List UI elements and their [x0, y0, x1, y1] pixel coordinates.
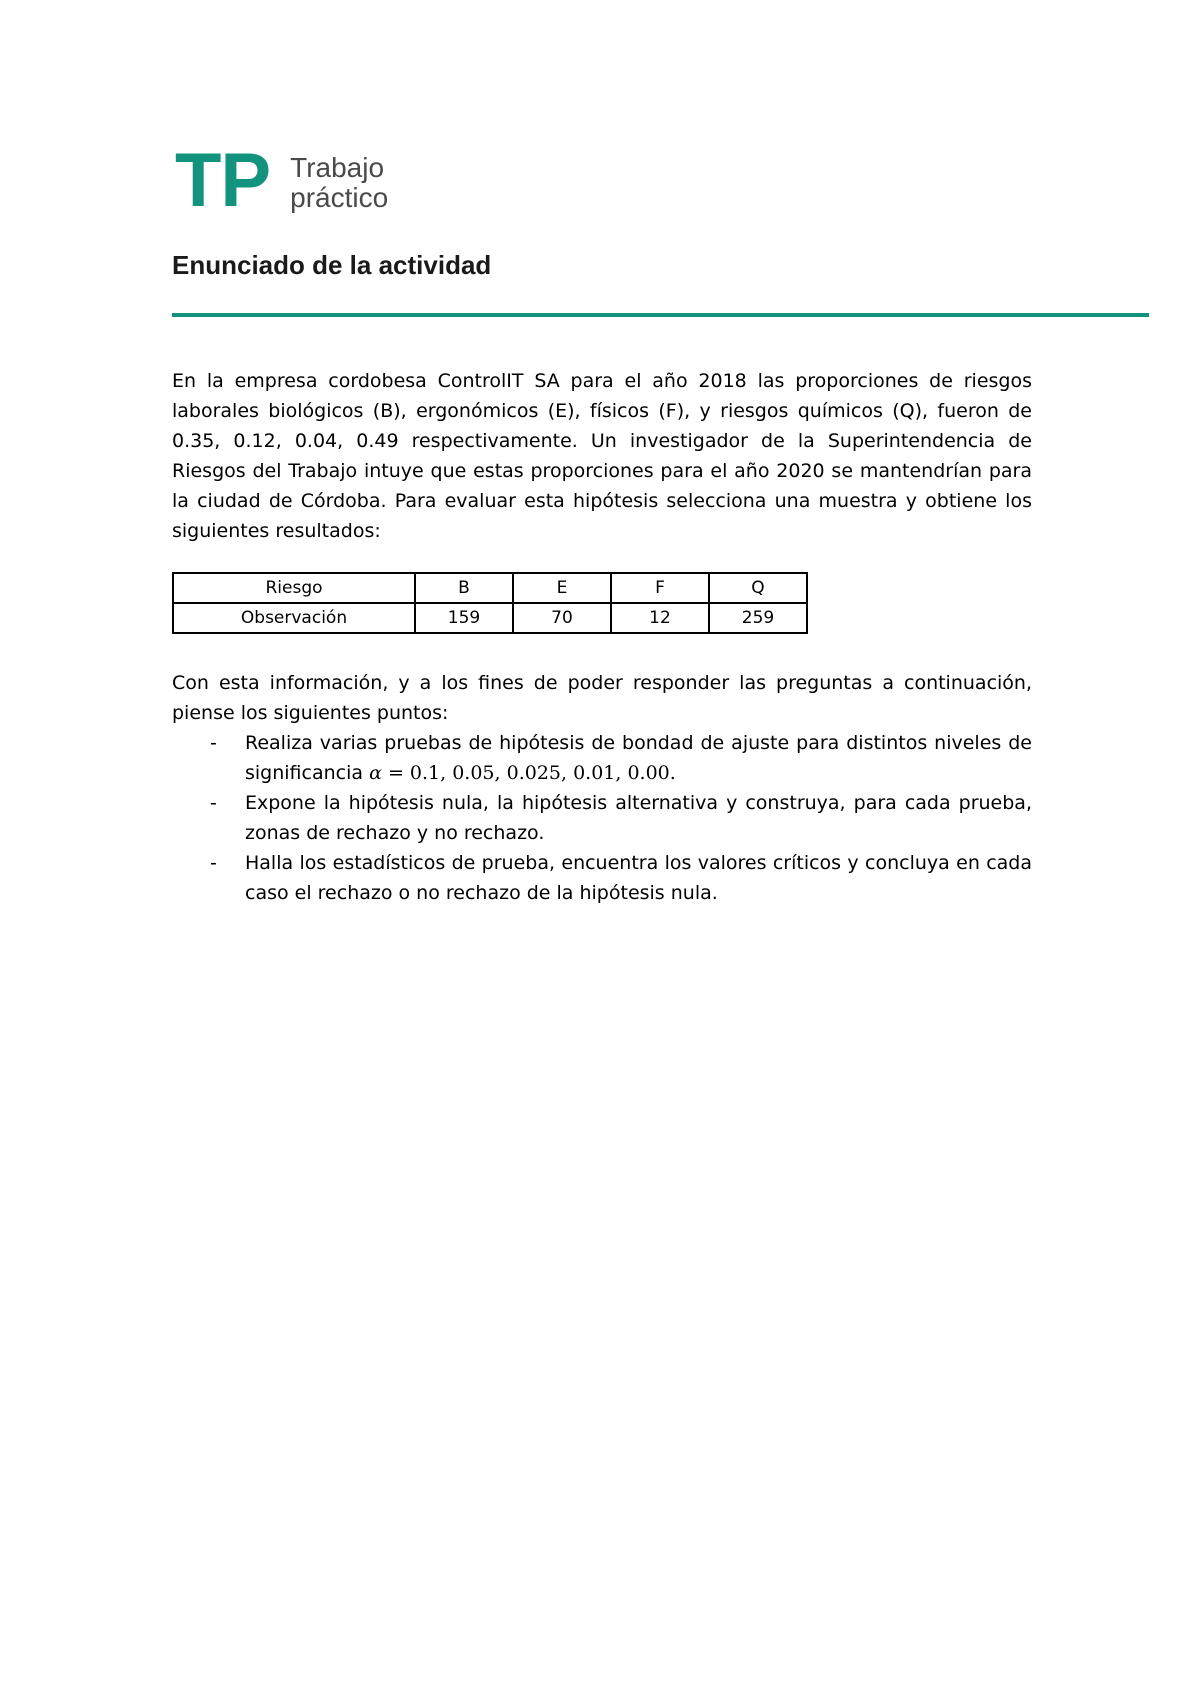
- table-cell: Observación: [173, 603, 415, 633]
- list-item-text: Expone la hipótesis nula, la hipótesis alternativa y construya, para cada prueba, zonas de rechazo y no rechazo.: [245, 792, 1032, 844]
- list-item: [172, 728, 1032, 788]
- table-cell: 12: [611, 603, 709, 633]
- task-list: [172, 728, 1032, 908]
- list-item: [172, 788, 1032, 848]
- table-cell: Q: [709, 573, 807, 603]
- table-cell: F: [611, 573, 709, 603]
- followup-paragraph: Con esta información, y a los fines de poder responder las preguntas a continuación, piense los siguientes puntos:: [172, 672, 1032, 724]
- table-cell: B: [415, 573, 513, 603]
- observations-table: [172, 572, 808, 634]
- list-bullet: -: [210, 732, 217, 754]
- alpha-symbol: α: [369, 762, 382, 784]
- table-cell: E: [513, 573, 611, 603]
- list-item-text: [245, 728, 1032, 788]
- logo-caption: [290, 153, 388, 213]
- table-cell: 159: [415, 603, 513, 633]
- table-cell: 70: [513, 603, 611, 633]
- title-divider: [172, 313, 1149, 317]
- logo-mark: TP: [175, 138, 271, 223]
- list-item-text: Halla los estadísticos de prueba, encuentra los valores críticos y concluya en cada caso el rechazo o no rechazo de la hipótesis nula.: [245, 852, 1032, 904]
- table-cell: 259: [709, 603, 807, 633]
- alpha-values: = 0.1, 0.05, 0.025, 0.01, 0.00.: [381, 762, 676, 784]
- logo-caption-line2: práctico: [290, 182, 389, 213]
- table-row: [173, 603, 807, 633]
- logo: [175, 138, 389, 223]
- list-bullet: -: [210, 792, 217, 814]
- list-item: [172, 848, 1032, 908]
- table-cell: Riesgo: [173, 573, 415, 603]
- list-item-text-main: Realiza varias pruebas de hipótesis de bondad de ajuste para distintos niveles de significancia: [245, 732, 1032, 784]
- logo-caption-line1: Trabajo: [290, 152, 385, 183]
- page-title: Enunciado de la actividad: [172, 250, 492, 280]
- table-header-row: [173, 573, 807, 603]
- intro-paragraph: En la empresa cordobesa ControlIT SA para el año 2018 las proporciones de riesgos laborales biológicos (B), ergonómicos (E), físicos (F), y riesgos químicos (Q), fueron de 0.35, 0.12, 0.04, 0.49 respectivamente. Un investigador de la Superintendencia de Riesgos del Trabajo intuye que estas proporciones para el año 2020 se mantendrían para la ciudad de Córdoba. Para evaluar esta hipótesis selecciona una muestra y obtiene los siguientes resultados:: [172, 370, 1032, 542]
- list-bullet: -: [210, 852, 217, 874]
